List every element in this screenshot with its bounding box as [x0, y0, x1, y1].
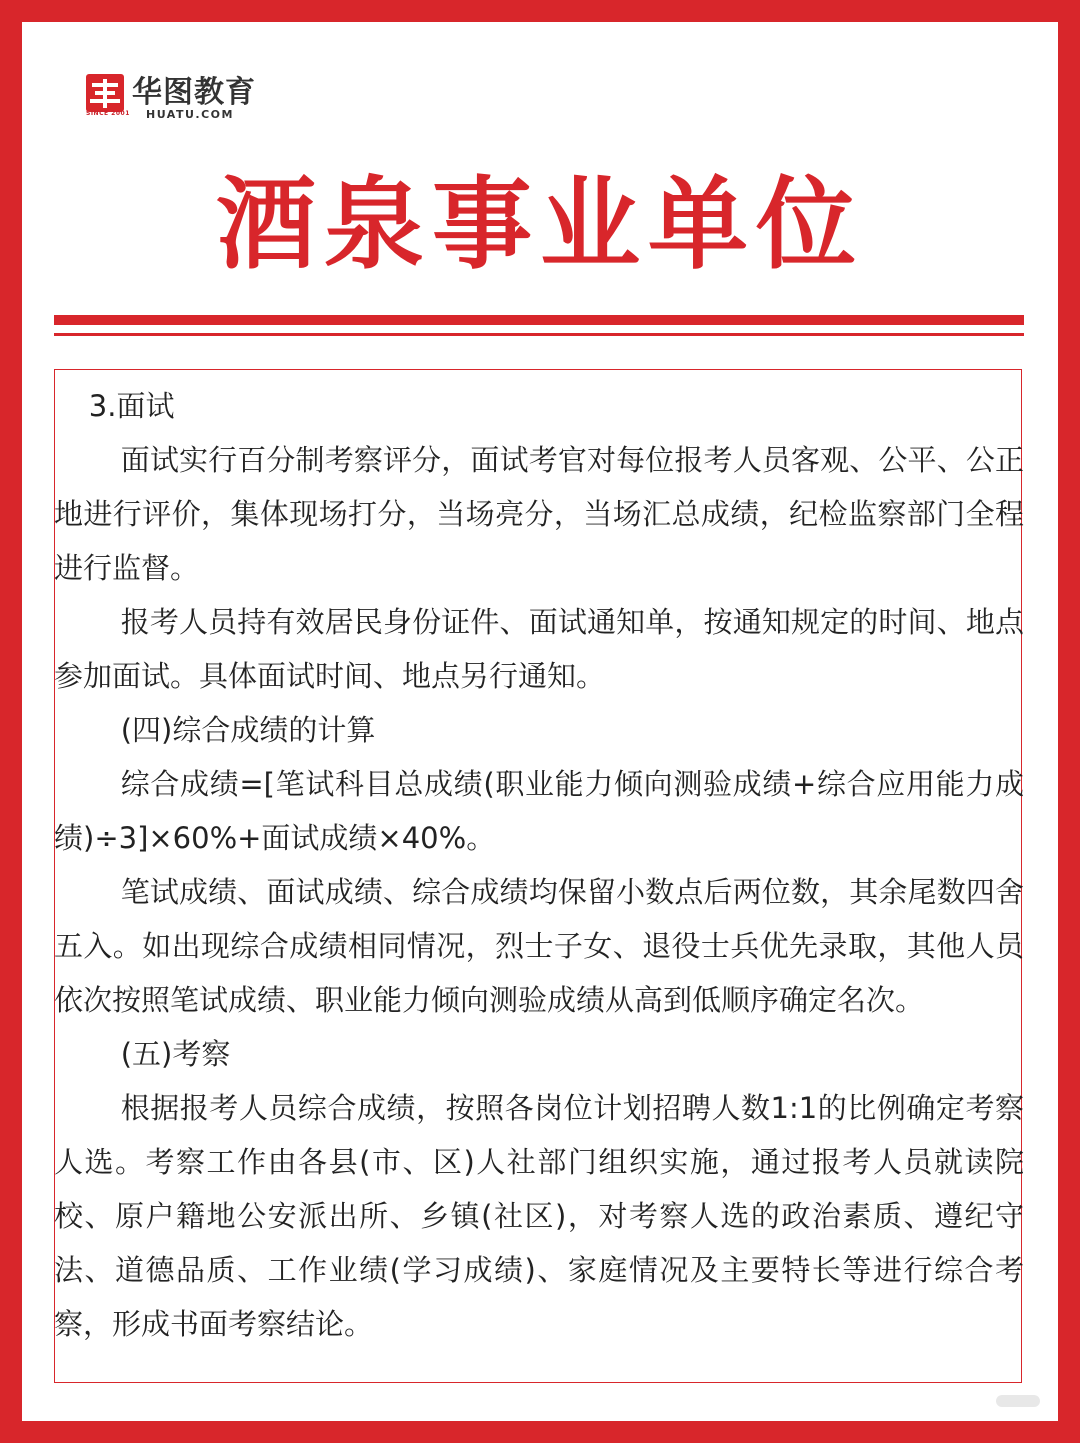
section-heading-inspection: (五)考察 — [120, 1037, 231, 1071]
section-heading-total-score: (四)综合成绩的计算 — [120, 713, 376, 747]
paragraph-inspection: 根据报考人员综合成绩，按照各岗位计划招聘人数1:1的比例确定考察人选。考察工作由各县(市、区)人社部门组织实施，通过报考人员就读院校、原户籍地公安派出所、乡镇(社区)，对考察人选的政治素质、遵纪守法、道德品质、工作业绩(学习成绩)、家庭情况及主要特长等进行综合考察，形成书面考察结论。 — [54, 1091, 1024, 1341]
paragraph-interview-scoring: 面试实行百分制考察评分，面试考官对每位报考人员客观、公平、公正地进行评价，集体现场打分，当场亮分，当场汇总成绩，纪检监察部门全程进行监督。 — [54, 443, 1024, 585]
paragraph-interview-documents: 报考人员持有效居民身份证件、面试通知单，按通知规定的时间、地点参加面试。具体面试时间、地点另行通知。 — [54, 605, 1024, 693]
brand-since: SINCE 2001 — [86, 110, 130, 117]
paragraph-score-rounding: 笔试成绩、面试成绩、综合成绩均保留小数点后两位数，其余尾数四舍五入。如出现综合成绩相同情况，烈士子女、退役士兵优先录取，其他人员依次按照笔试成绩、职业能力倾向测验成绩从高到低顺序确定名次。 — [54, 875, 1024, 1017]
article-body — [54, 379, 1024, 1351]
section-heading-interview: 3.面试 — [88, 389, 175, 423]
brand-name-cn: 华图教育 — [132, 75, 256, 110]
watermark-badge — [996, 1395, 1040, 1407]
page-title: 酒泉事业单位 — [216, 165, 864, 283]
title-divider-thick — [54, 315, 1024, 325]
paragraph-score-formula: 综合成绩=[笔试科目总成绩(职业能力倾向测验成绩+综合应用能力成绩)÷3]×60%+面试成绩×40%。 — [54, 767, 1024, 855]
title-divider-thin — [54, 333, 1024, 336]
poster-page — [22, 22, 1058, 1421]
brand-name-en: HUATU.COM — [146, 108, 234, 121]
